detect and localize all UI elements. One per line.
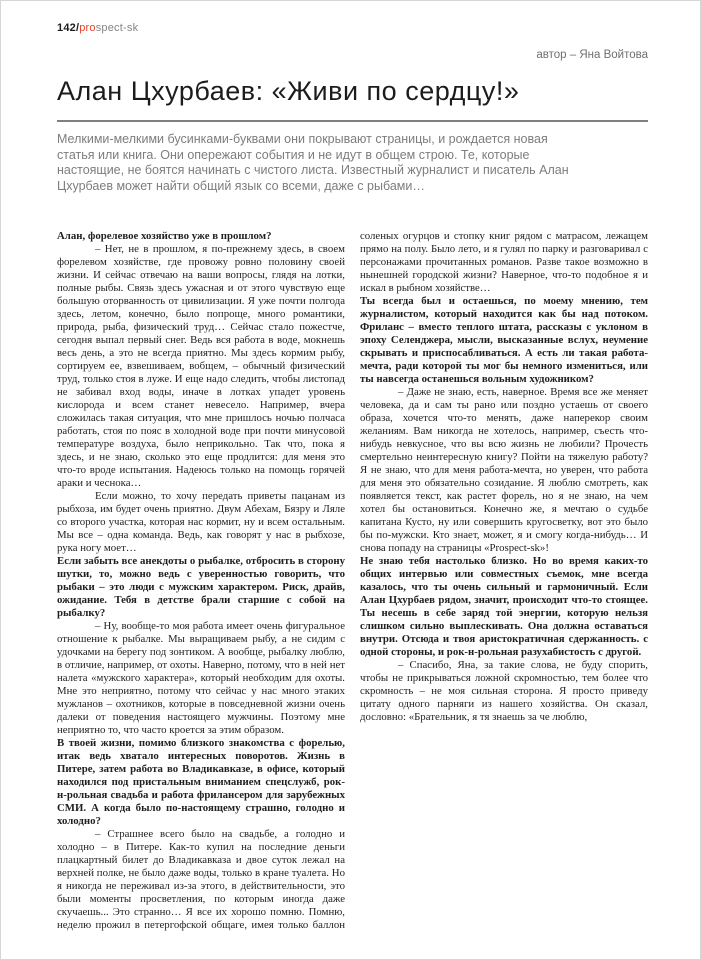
answer-paragraph: Если можно, то хочу передать приветы пацанам из рыбхоза, им будет очень приятно. Двум Абехам, Бязру и Ляле со второго участка, которая нас кормит, ну и всем остальным. Мы все – одна команда. Ведь, как говорят у нас в рыбхозе, рука ногу моет… [57, 490, 345, 554]
question-paragraph: Не знаю тебя настолько близко. Но во время каких-то общих интервью или совместных съемок, мне всегда казалось, что ты очень сильный и гармоничный. Если Алан Цхурбаев рядом, значит, происходит что-то стоящее. Ты несешь в себе заряд той энергии, которую нельзя слишком сильно выплескивать. Она должна оставаться внутри. Отсюда и твоя аристократичная сдержанность. с одной стороны, и рок-н-рольная разухабистость с другой. [360, 555, 648, 658]
page-number: 142/ [57, 22, 80, 34]
answer-paragraph: – Страшнее всего было на свадьбе, а голодно и холодно – в Питере. Как-то купил на последние деньги плацкартный билет до Владикавказа и двое суток лежал на верхней полке, не было даже воды, только в кране туалета. Но я никогда не переживал из-за этого, в действительности, это были моменты просветления, по которым иногда даже скучаешь... Это странно… Я все их хорошо помню. Помню, неделю прожил в петергофской общаге, имея только баллон соленых огурцов и стопку книг рядом с матрасом, лежащем прямо на полу. Было лето, и я гулял по парку и разговаривал с персонажами прочитанных романов. Разве такое возможно в нынешней городской жизни? Наверное, что-то подобное я и искал в рыбном хозяйстве… [57, 230, 648, 931]
question-paragraph: Если забыть все анекдоты о рыбалке, отбросить в сторону шутки, то, можно ведь с уверенностью говорить, что рыбаки – это люди с мужским характером. Риск, драйв, ожидание. Тебя в детстве брали старшие с собой на рыбалку? [57, 555, 345, 619]
question-paragraph: В твоей жизни, помимо близкого знакомства с форелью, итак ведь хватало интересных поворотов. Жизнь в Питере, затем работа во Владикавказе, в офисе, который находился под пристальным вниманием спецслужб, рок-н-рольная свадьба и работа фрилансером для зарубежных СМИ. А когда было по-настоящему страшно, голодно и холодно? [57, 737, 345, 827]
brand-name: spect-sk [95, 22, 139, 34]
answer-paragraph: – Нет, не в прошлом, я по-прежнему здесь, в своем форелевом хозяйстве, где провожу ровно половину своей жизни. И сейчас отвечаю на ваши вопросы, глядя на лотки, полные рыбы. Связь здесь ужасная и от этого чувствую еще большую оторванность от цивилизации. Я уже почти полгода здесь, летом, конечно, было попроще, много романтики, природа, рыба, физический труд… Сейчас стало пожестче, сегодня выпал первый снег. Ведь вся работа в воде, мокнешь весь день, а это не всегда приятно. Мы здесь кормим рыбу, сортируем ее, взвешиваем, вобщем, – обычный физический труд, только стоя в луже. И еще надо следить, чтобы листопад не забивал вход воды, иначе в лотках упадет уровень кислорода и всем станет невесело. Например, вчера сложилась такая ситуация, что мне пришлось ночью полчаса работать, стоя по пояс в холодной воде при почти минусовой температуре воздуха, было неприкольно. Так что, пока я здесь, и не знаю, сколько это еще продлится: для меня это что-то вроде испытания. Надеюсь только на помощь горячей араки и чеснока… [57, 243, 345, 489]
title-divider [57, 120, 648, 122]
question-paragraph: Ты всегда был и остаешься, по моему мнению, тем журналистом, который находится как бы над потоком. Фриланс – вместо теплого штата, рассказы с уклоном в эпоху Селенджера, мысли, высказанные вслух, неумение скрывать и приспосабливаться. А есть ли такая работа-мечта, ради которой ты мог бы немного измениться, или ты навсегда останешься вольным художником? [360, 295, 648, 385]
article-body [57, 230, 648, 936]
answer-paragraph: – Спасибо, Яна, за такие слова, не буду спорить, чтобы не прикрываться ложной скромностью, тем более что скромность – не моя сильная сторона. Я просто приведу цитату одного парняги из нашего хозяйства. Он сказал, дословно: «Брательник, я тя знаешь за че люблю, [360, 659, 648, 723]
brand-highlight: pro [79, 22, 96, 34]
article-title: Алан Цхурбаев: «Живи по сердцу!» [57, 76, 520, 106]
answer-paragraph: – Даже не знаю, есть, наверное. Время все же меняет человека, да и сам ты рано или поздно устаешь от своего образа, хочется что-то менять, даже наперекор своим желаниям. Вам никогда не хотелось, например, съесть что-нибудь невкусное, что вы всю жизнь не любили? Прочесть смертельно неинтересную книгу? Пойти на тяжелую работу? Я не знаю, что для меня работа-мечта, но уверен, что работа для меня это обязательно созидание. Я люблю смотреть, как появляется текст, как растет форель, но я не знаю, на чем хотел бы остановиться. Конечно же, я мечтаю о судьбе капитана Кусто, ну или совершить кругосветку, вот это было бы по-мужски. Кто знает, может, я и смогу когда-нибудь… И снова попаду на страницы «Prospect-sk»! [360, 386, 648, 554]
question-paragraph: Алан, форелевое хозяйство уже в прошлом? [57, 230, 272, 242]
author-byline: автор – Яна Войтова [536, 49, 648, 61]
page-folio [57, 22, 648, 34]
answer-paragraph: – Ну, вообще-то моя работа имеет очень фигуральное отношение к рыбалке. Мы выращиваем рыбу, а не сидим с удочками на берегу под зонтиком. А вообще, рыбалку люблю, в отличие, например, от охоты. Наверно, потому, что в ней нет налета «мужского характера», который необходим для охоты. Мне это неприятно, потому что сейчас у нас много этаких мужланов – охотников, которые в повседневной жизни очень далеки от поведения настоящего мужчины. Поэтому мне неприятно то, что часто кроется за этим образом. [57, 620, 345, 736]
article-lead: Мелкими-мелкими бусинками-буквами они покрывают страницы, и рождается новая статья или книга. Они опережают события и не идут в общем строю. Те, которые настоящие, не боятся начинать с чистого листа. Известный журналист и писатель Алан Цхурбаев может найти общий язык со всеми, даже с рыбами… [57, 132, 569, 193]
